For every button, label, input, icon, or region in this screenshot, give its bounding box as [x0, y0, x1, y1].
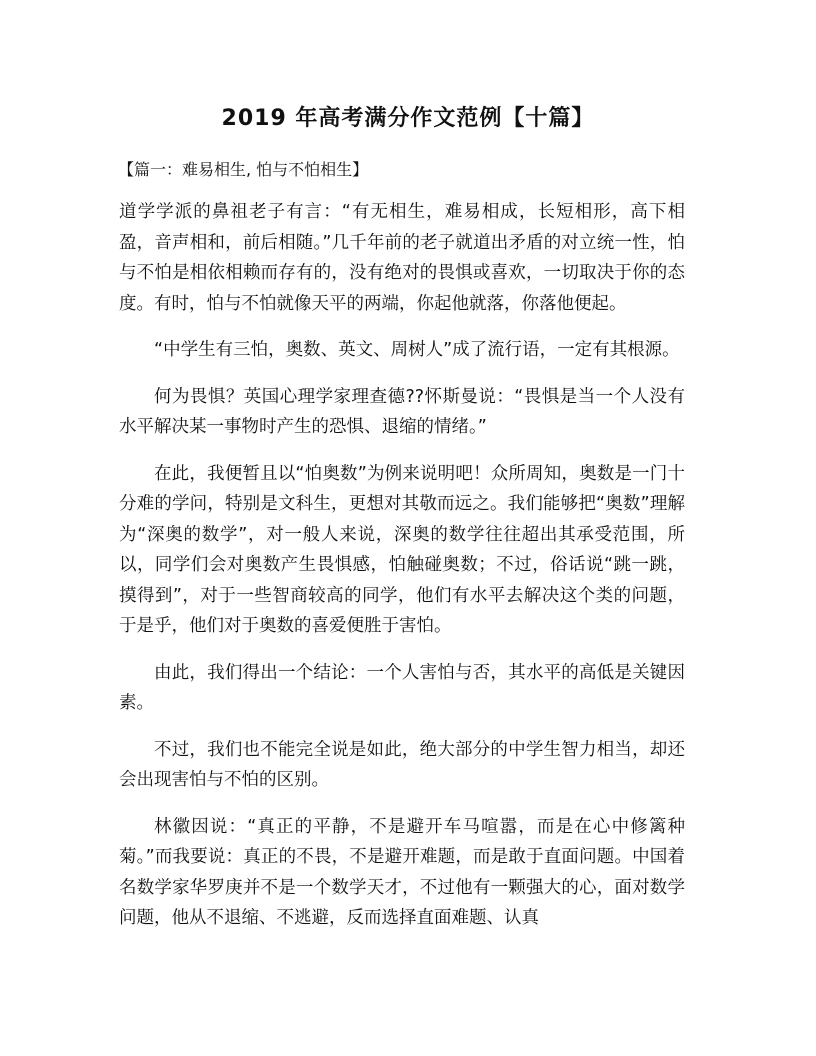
document-title: 2019 年高考满分作文范例【十篇】 — [221, 106, 595, 131]
paragraph-6: 不过，我们也不能完全说是如此，绝大部分的中学生智力相当，却还会出现害怕与不怕的区别。 — [119, 739, 685, 790]
paragraph-3: 何为畏惧？英国心理学家理查德??怀斯曼说：“畏惧是当一个人没有水平解决某一事物时产生的恐惧、退缩的情绪。” — [119, 386, 685, 437]
paragraph-5: 由此，我们得出一个结论：一个人害怕与否，其水平的高低是关键因素。 — [119, 662, 685, 713]
paragraph-4: 在此，我便暂且以“怕奥数”为例来说明吧！众所周知，奥数是一门十分难的学问，特别是文科生，更想对其敬而远之。我们能够把“奥数”理解为“深奥的数学”，对一般人来说，深奥的数学往往超出其承受范围，所以，同学们会对奥数产生畏惧感，怕触碰奥数；不过，俗话说“跳一跳，摸得到”，对于一些智商较高的同学，他们有水平去解决这个类的问题，于是乎，他们对于奥数的喜爱便胜于害怕。 — [119, 463, 685, 636]
paragraph-2: “中学生有三怕，奥数、英文、周树人”成了流行语，一定有其根源。 — [154, 340, 680, 360]
paragraph-1: 道学学派的鼻祖老子有言：“有无相生，难易相成，长短相形，高下相盈，音声相和，前后相随。”几千年前的老子就道出矛盾的对立统一性，怕与不怕是相依相赖而存有的，没有绝对的畏惧或喜欢，一切取决于你的态度。有时，怕与不怕就像天平的两端，你起他就落，你落他便起。 — [119, 202, 685, 314]
section-heading: 【篇一：难易相生, 怕与不怕相生】 — [118, 160, 369, 179]
paragraph-7: 林徽因说：“真正的平静，不是避开车马喧嚣，而是在心中修篱种菊。”而我要说：真正的不畏，不是避开难题，而是敢于直面问题。中国着名数学家华罗庚并不是一个数学天才，不过他有一颗强大的心，面对数学问题，他从不退缩、不逃避，反而选择直面难题、认真 — [119, 816, 685, 928]
essay-body — [119, 197, 685, 950]
